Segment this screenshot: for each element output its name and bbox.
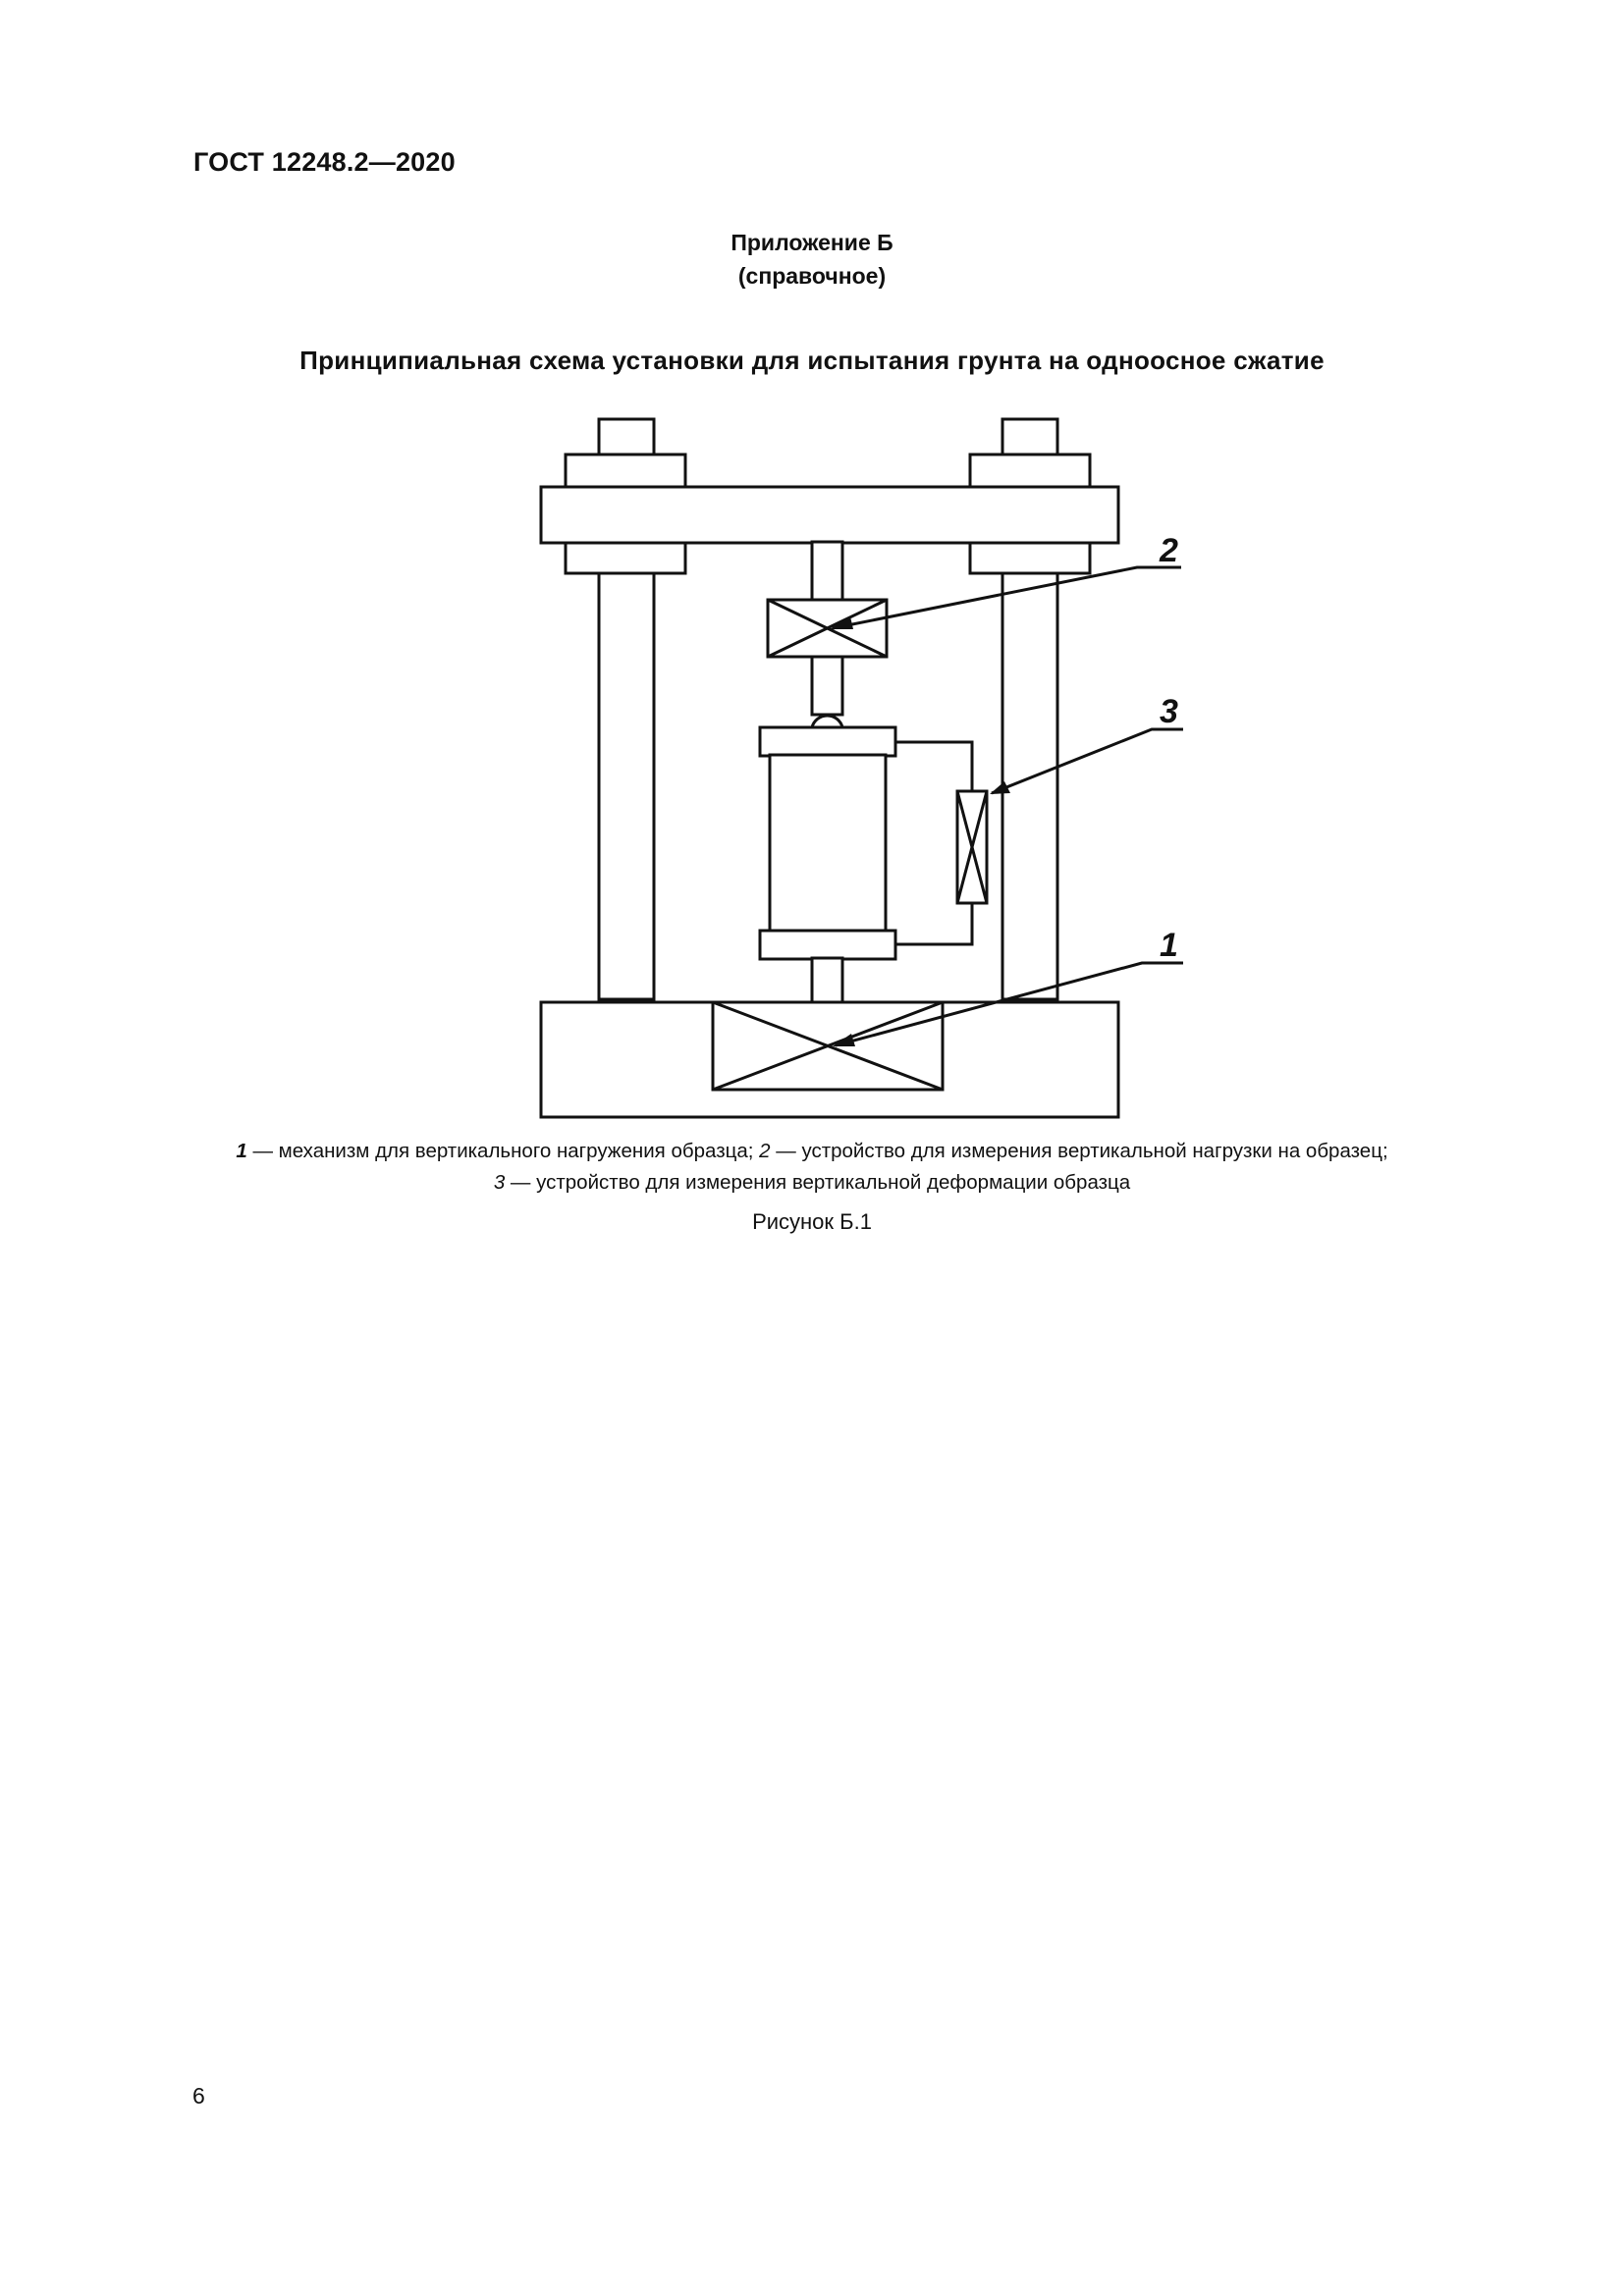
right-nut-top — [970, 454, 1090, 488]
legend-line-2 — [0, 1167, 1624, 1199]
upper-rod-lower — [812, 656, 842, 715]
crossbar — [541, 487, 1118, 543]
figure-title: Принципиальная схема установки для испытания грунта на одноосное сжатие — [299, 346, 1325, 375]
transducer-bracket-bottom — [895, 903, 972, 944]
bottom-platen — [760, 931, 895, 959]
callout-2-label: 2 — [1160, 532, 1178, 569]
legend-line-1 — [0, 1136, 1624, 1167]
legend-item-2-text: — устройство для измерения вертикальной нагрузки на образец; — [770, 1140, 1388, 1162]
left-nut-top — [566, 454, 685, 488]
legend-item-3-text: — устройство для измерения вертикальной деформации образца — [505, 1171, 1131, 1194]
standard-id: ГОСТ 12248.2—2020 — [193, 147, 456, 177]
legend-item-1-number: 1 — [236, 1140, 247, 1162]
page-number: 6 — [192, 2083, 205, 2109]
left-column — [599, 567, 654, 999]
callout-1-label: 1 — [1160, 927, 1178, 964]
appendix-title: Приложение Б — [731, 230, 893, 255]
soil-specimen — [770, 755, 886, 932]
callout-3-label: 3 — [1160, 693, 1178, 730]
upper-rod — [812, 542, 842, 601]
figure-legend — [0, 1136, 1624, 1199]
right-column — [1002, 567, 1057, 999]
right-nut-top-cap — [1002, 419, 1057, 455]
ball-joint — [812, 716, 842, 727]
right-nut-bottom — [970, 542, 1090, 573]
appendix-type: (справочное) — [737, 263, 887, 289]
left-nut-top-cap — [599, 419, 654, 455]
legend-item-1-text: — механизм для вертикального нагружения образца; — [246, 1140, 760, 1162]
left-nut-bottom — [566, 542, 685, 573]
legend-item-3-number: 3 — [493, 1171, 506, 1194]
figure-caption: Рисунок Б.1 — [752, 1209, 872, 1234]
top-platen — [760, 727, 895, 756]
transducer-bracket-top — [895, 742, 972, 791]
lower-rod — [812, 958, 842, 1002]
legend-item-2-number: 2 — [759, 1140, 771, 1162]
